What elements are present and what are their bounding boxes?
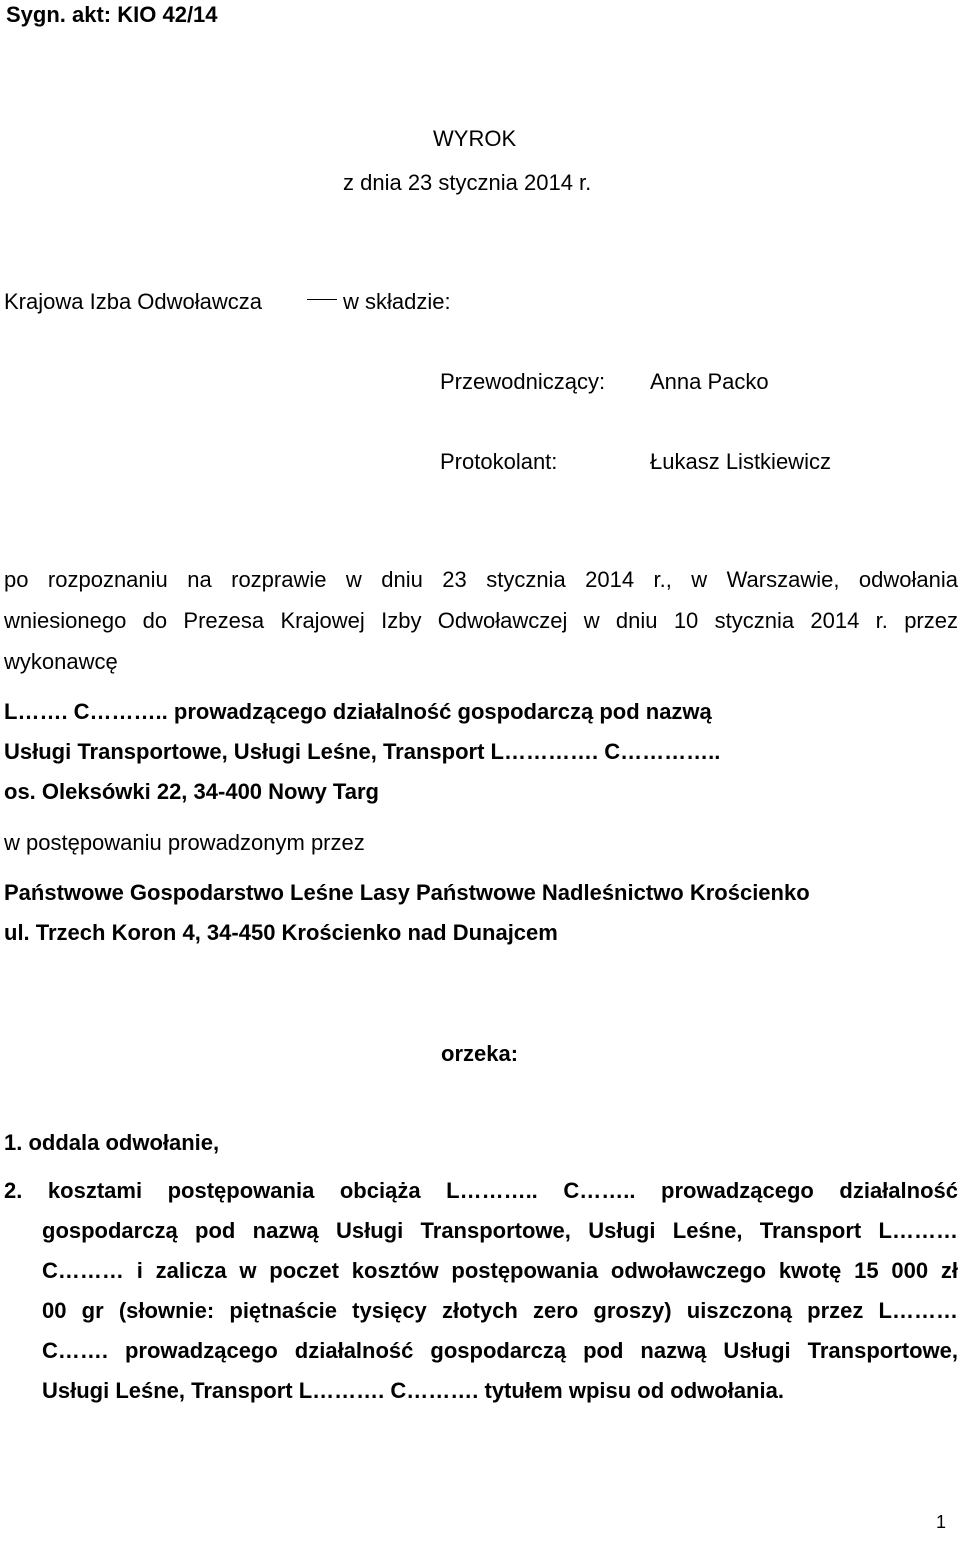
ruling-item-2-line-6: Usługi Leśne, Transport L………. C………. tytułem wpisu od odwołania.: [42, 1378, 784, 1403]
intro-line-1: po rozpoznaniu na rozprawie w dniu 23 stycznia 2014 r., w Warszawie, odwołania: [4, 567, 958, 592]
chair-name: Anna Packo: [650, 369, 769, 394]
page-number: 1: [936, 1512, 947, 1532]
appellant-line-1: L……. C……….. prowadzącego działalność gospodarczą pod nazwą: [4, 699, 712, 724]
appellant-line-2: Usługi Transportowe, Usługi Leśne, Transport L…………. C…………..: [4, 739, 721, 764]
dash-separator: [307, 299, 337, 300]
proceedings-line: w postępowaniu prowadzonym przez: [4, 830, 365, 855]
ruling-item-1: 1. oddala odwołanie,: [4, 1130, 220, 1155]
composition-label: w składzie:: [343, 289, 451, 314]
clerk-label: Protokolant:: [440, 449, 558, 474]
ruling-item-2-line-3: C……… i zalicza w poczet kosztów postępowania odwoławczego kwotę 15 000 zł: [42, 1258, 958, 1283]
ruling-heading: orzeka:: [441, 1041, 519, 1066]
ruling-item-2-line-5: C……. prowadzącego działalność gospodarczą pod nazwą Usługi Transportowe,: [42, 1338, 958, 1363]
case-signature: Sygn. akt: KIO 42/14: [6, 2, 218, 27]
intro-line-3: wykonawcę: [4, 649, 118, 674]
intro-line-2: wniesionego do Prezesa Krajowej Izby Odwoławczej w dniu 10 stycznia 2014 r. przez: [4, 608, 958, 633]
judgment-title: WYROK: [433, 126, 517, 151]
chair-label: Przewodniczący:: [440, 369, 606, 394]
tribunal-name: Krajowa Izba Odwoławcza: [4, 289, 263, 314]
contracting-authority-address: ul. Trzech Koron 4, 34-450 Krościenko nad Dunajcem: [4, 920, 558, 945]
ruling-item-2-line-4: 00 gr (słownie: piętnaście tysięcy złotych zero groszy) uiszczoną przez L………: [42, 1298, 958, 1323]
contracting-authority-name: Państwowe Gospodarstwo Leśne Lasy Państwowe Nadleśnictwo Krościenko: [4, 880, 810, 905]
ruling-item-2-line-2: gospodarczą pod nazwą Usługi Transportowe, Usługi Leśne, Transport L………: [42, 1218, 958, 1243]
ruling-item-2-line-1: 2. kosztami postępowania obciąża L……….. C…….. prowadzącego działalność: [4, 1178, 958, 1203]
appellant-address: os. Oleksówki 22, 34-400 Nowy Targ: [4, 779, 379, 804]
clerk-name: Łukasz Listkiewicz: [650, 449, 831, 474]
judgment-date: z dnia 23 stycznia 2014 r.: [343, 170, 592, 195]
